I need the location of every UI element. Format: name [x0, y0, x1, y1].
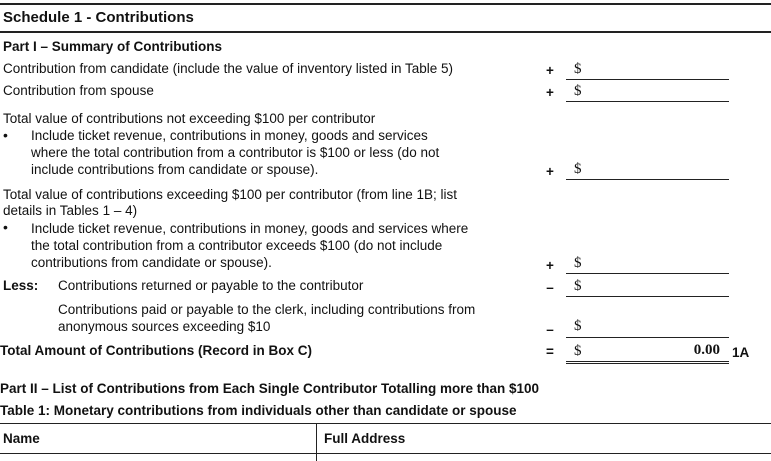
exceeding-amount-field[interactable]: [590, 255, 728, 271]
returned-sign: –: [546, 280, 554, 295]
candidate-contribution-label: Contribution from candidate (include the value of inventory listed in Table 5): [3, 61, 454, 76]
total-label: Total Amount of Contributions (Record in Box C): [0, 343, 312, 358]
less-label: Less:: [3, 278, 39, 293]
total-sign: =: [546, 344, 554, 359]
total-currency: $: [574, 343, 582, 359]
not-exceeding-amount-field[interactable]: [590, 161, 728, 177]
not-exceeding-bullet: •: [3, 127, 8, 143]
clerk-amount-field[interactable]: [590, 318, 728, 334]
total-amount-underline: [566, 361, 729, 362]
not-exceeding-note-line-3: include contributions from candidate or spouse).: [31, 162, 319, 177]
not-exceeding-label: Total value of contributions not exceeding $100 per contributor: [3, 111, 376, 126]
returned-label: Contributions returned or payable to the contributor: [58, 278, 364, 293]
spouse-amount-field[interactable]: [590, 83, 728, 99]
not-exceeding-note-line-1: Include ticket revenue, contributions in money, goods and services: [31, 128, 428, 143]
table-header-bottom-border: [0, 453, 771, 454]
exceeding-note-line-3: contributions from candidate or spouse).: [31, 255, 272, 270]
candidate-amount-field[interactable]: [590, 61, 728, 77]
spouse-contribution-label: Contribution from spouse: [3, 83, 154, 98]
exceeding-currency: $: [574, 255, 582, 271]
exceeding-note-line-1: Include ticket revenue, contributions in money, goods and services where: [31, 221, 469, 236]
clerk-label-line-2: anonymous sources exceeding $10: [58, 319, 271, 334]
returned-amount-field[interactable]: [590, 278, 728, 294]
column-header-name: Name: [3, 431, 40, 446]
candidate-amount-underline: [566, 79, 729, 80]
column-divider: [316, 423, 317, 461]
clerk-sign: –: [546, 322, 554, 337]
spouse-currency: $: [574, 83, 582, 99]
not-exceeding-note-line-2: where the total contribution from a contributor is $100 or less (do not: [31, 145, 440, 160]
exceeding-note-line-2: the total contribution from a contributor exceeds $100 (do not include: [31, 238, 443, 253]
exceeding-sign: +: [546, 258, 554, 273]
table1-title: Table 1: Monetary contributions from individuals other than candidate or spouse: [0, 403, 517, 418]
column-header-full-address: Full Address: [324, 431, 406, 446]
part2-heading: Part II – List of Contributions from Each Single Contributor Totalling more than $100: [0, 381, 540, 396]
not-exceeding-amount-underline: [566, 179, 729, 180]
clerk-amount-underline: [566, 337, 729, 338]
candidate-sign: +: [546, 63, 554, 78]
table-top-border: [0, 423, 771, 424]
clerk-currency: $: [574, 318, 582, 334]
not-exceeding-currency: $: [574, 161, 582, 177]
spouse-amount-underline: [566, 101, 729, 102]
title-divider: [0, 31, 771, 33]
schedule-title: Schedule 1 - Contributions: [3, 9, 194, 26]
candidate-currency: $: [574, 61, 582, 77]
returned-amount-underline: [566, 296, 729, 297]
clerk-label-line-1: Contributions paid or payable to the clerk, including contributions from: [58, 302, 476, 317]
returned-currency: $: [574, 278, 582, 294]
spouse-sign: +: [546, 85, 554, 100]
top-border: [0, 3, 771, 5]
exceeding-label-line-1: Total value of contributions exceeding $100 per contributor (from line 1B; list: [3, 187, 457, 202]
total-amount-underline-2: [566, 363, 729, 364]
part1-heading: Part I – Summary of Contributions: [3, 39, 223, 54]
box-code-1a: 1A: [732, 345, 750, 360]
total-amount-value: 0.00: [693, 342, 720, 358]
not-exceeding-sign: +: [546, 164, 554, 179]
exceeding-amount-underline: [566, 273, 729, 274]
exceeding-label-line-2: details in Tables 1 – 4): [3, 203, 138, 218]
exceeding-bullet: •: [3, 219, 8, 235]
